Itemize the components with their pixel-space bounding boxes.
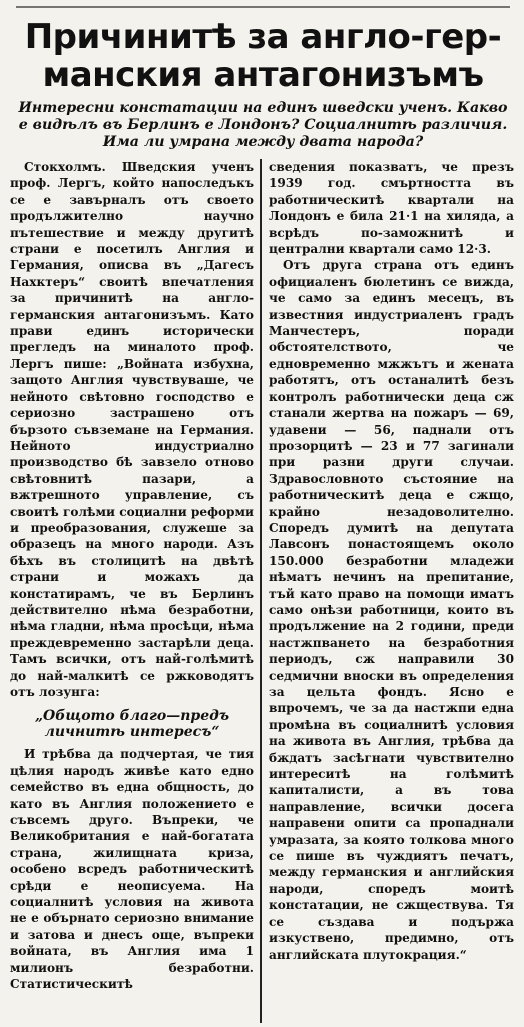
deck-subtitle: Интересни констатации на единъ шведски ученъ. Какво е видѣлъ въ Берлинъ е Лондонъ? Социалнитѣ различия. Има ли умрана между двата народа? <box>18 100 508 150</box>
right-paragraph-2: Отъ друга страна отъ единъ официаленъ бюлетинъ се вижда, че само за единъ месецъ, въ известния индустриаленъ градъ Манчестеръ, поради обстоятелството, че едновременно мжжътъ и жената работятъ, отъ останалитѣ безъ контролъ работнически деца сж станали жертва на пожаръ — 69, удавени — 56, паднали отъ прозорцитѣ — 23 и 77 загинали при разни други случаи. Здравословното състояние на работническитѣ деца е сжщо, крайно незадоволително. Споредъ думитѣ на депутата Лавсонъ понастоящемъ около 150.000 безработни младежи нѣматъ нечинъ на препитание, тъй като право на помощи иматъ само онѣзи работници, които въ продължение на 2 години, преди настжпването на безработния периодъ, сж направили 30 седмични вноски въ определения за цельта фондъ. Ясно е впрочемъ, че за да настжпи една промѣна въ социалнитѣ условия на живота въ Англия, трѣбва да бждатъ засѣгнати чувствително интереситѣ на голѣмитѣ капиталисти, а въ това направление, всички досега направени опити са пропаднали умразата, за която толкова много се пише въ чуждиятъ печатъ, между германския и английския народи, споредъ моитѣ констатации, не сжществува. Тя се създава и подържа изкуствено, предимно, отъ английската плутокрация.“ <box>269 258 514 962</box>
top-rule <box>16 6 510 14</box>
inline-subhead: „Общото благо—предъ личнитѣ интересъ“ <box>34 708 230 741</box>
headline: Причинитѣ за англо-гер- манския антагонизъмъ <box>24 17 502 95</box>
article-columns <box>10 159 516 1023</box>
left-paragraph-1: Стокхолмъ. Шведския ученъ проф. Лергъ, който напоследъкъ се е завърналъ отъ своето продължително научно пътешествие и между другитѣ страни е посетилъ Англия и Германия, описва въ „Дагесъ Нахктеръ“ своитѣ впечатления за причинитѣ на англо-германския антагонизъмъ. Като прави единъ исторически прегледъ на миналото проф. Лергъ пише: „Войната избухна, защото Англия чувствуваше, че нейното свѣтовно господство е сериозно застрашено отъ бързото съвземане на Германия. Нейното индустриално производство бѣ завзело отново свѣтовнитѣ пазари, а вжтрешното управление, съ своитѣ голѣми социални реформи и преобразования, служеше за образецъ на много народи. Азъ бѣхъ въ столицитѣ на двѣтѣ страни и можахъ да констатирамъ, че въ Берлинъ действително нѣма безработни, нѣма гладни, нѣма просѣци, нѣма преждевременно застарѣли деца. Тамъ всички, отъ най-голѣмитѣ до най-малкитѣ се ржководятъ отъ лозунга: <box>10 160 254 699</box>
right-column <box>262 159 514 1023</box>
right-paragraph-1: сведения показватъ, че презъ 1939 год. смъртността въ работническитѣ квартали на Лондонъ е била 21·1 на хиляда, а всрѣдъ по-заможнитѣ и централни квартали само 12·3. <box>269 160 514 257</box>
left-column <box>10 159 262 1023</box>
left-paragraph-2: И трѣбва да подчертая, че тия цѣлия народъ живѣе като едно семейство въ една общность, до като въ Англия положението е съвсемъ друго. Въпреки, че Великобритания е най-богатата страна, жилищната криза, особено всредъ работническитѣ срѣди е неописуема. На социалнитѣ условия на живота не е обърнато сериозно внимание и затова и днесъ още, въпреки войната, въ Англия има 1 милионъ безработни. Статистическитѣ <box>10 747 254 992</box>
